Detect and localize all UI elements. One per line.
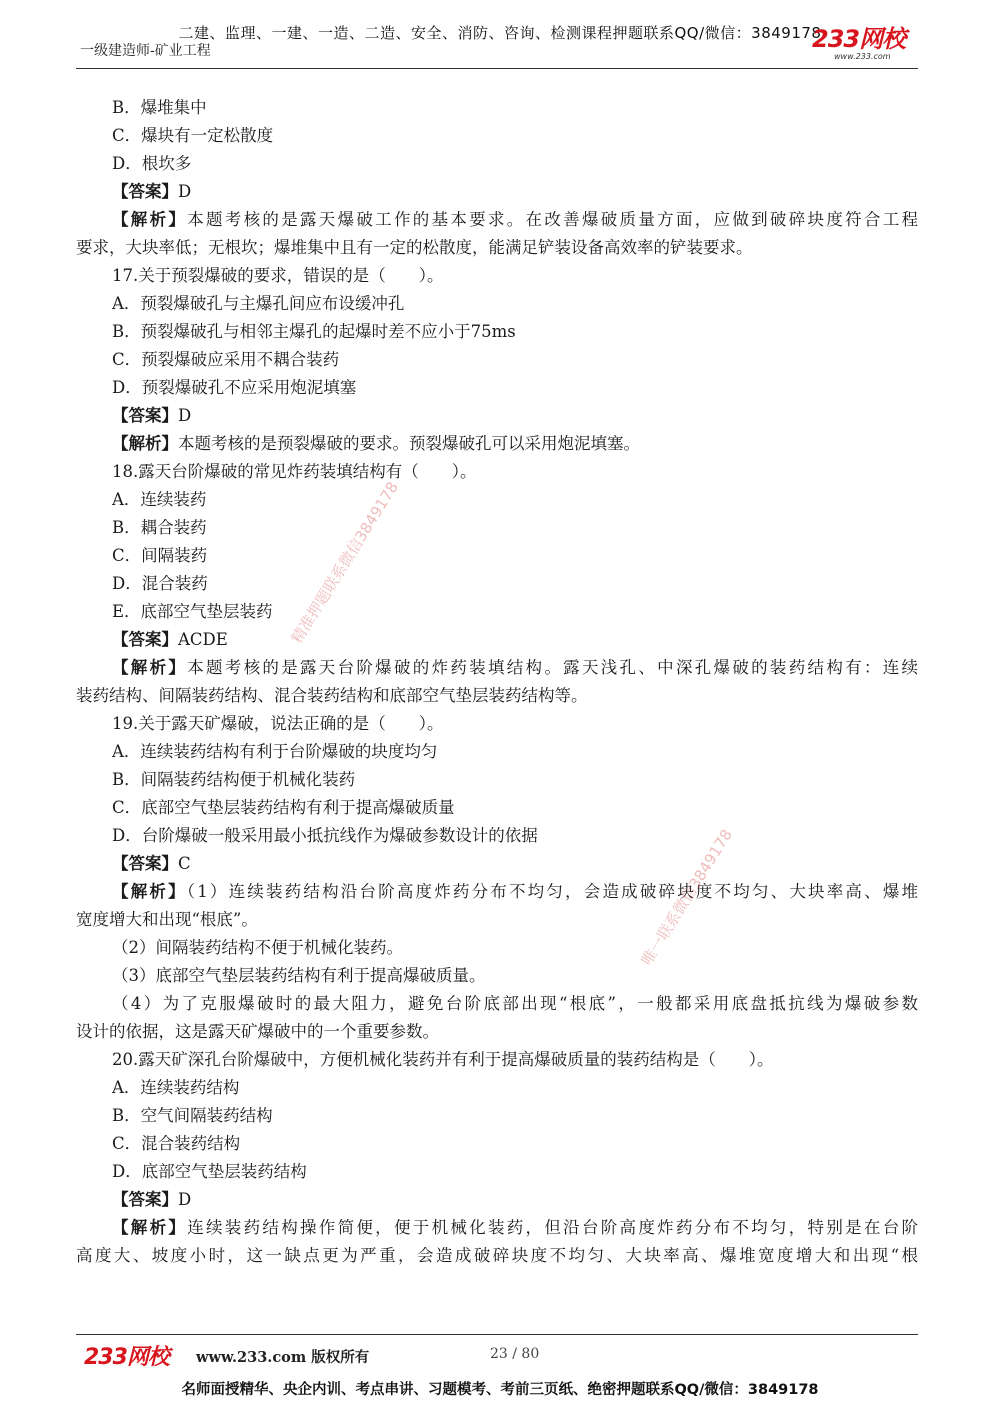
text-line [76, 514, 918, 542]
header-divider [76, 68, 918, 69]
line-text: （2）间隔装药结构不便于机械化装药。 [112, 938, 403, 957]
line-text: 17.关于预裂爆破的要求，错误的是（ ）。 [112, 266, 444, 285]
line-text: C．底部空气垫层装药结构有利于提高爆破质量 [112, 798, 455, 817]
line-label: 【答案】 [112, 1190, 178, 1209]
text-line [76, 1130, 918, 1158]
analysis-line [76, 206, 918, 234]
text-line [76, 570, 918, 598]
footer-copyright: www.233.com 版权所有 [196, 1349, 370, 1366]
line-text: 装药结构、间隔装药结构、混合装药结构和底部空气垫层装药结构等。 [76, 686, 588, 705]
line-text: D [178, 182, 192, 201]
text-line [76, 1074, 918, 1102]
text-line [76, 122, 918, 150]
text-line [76, 766, 918, 794]
line-text: A．连续装药 [112, 490, 207, 509]
line-text: B．空气间隔装药结构 [112, 1106, 273, 1125]
text-line [76, 234, 918, 262]
text-line [76, 738, 918, 766]
text-line [76, 1158, 918, 1186]
line-text: 18.露天台阶爆破的常见炸药装填结构有（ ）。 [112, 462, 477, 481]
line-text: C．预裂爆破应采用不耦合装药 [112, 350, 340, 369]
logo-text: 233网校 [812, 25, 906, 53]
line-label: 【答案】 [112, 630, 178, 649]
text-line [76, 1242, 918, 1270]
line-text: C．间隔装药 [112, 546, 208, 565]
line-text: C．混合装药结构 [112, 1134, 241, 1153]
line-label: 【解析】 [112, 434, 178, 453]
line-text: B．耦合装药 [112, 518, 207, 537]
line-text: D [178, 406, 192, 425]
text-line [76, 346, 918, 374]
line-text: 要求，大块率低；无根坎；爆堆集中且有一定的松散度，能满足铲装设备高效率的铲装要求。 [76, 238, 753, 257]
answer-line [76, 1186, 918, 1214]
text-line [76, 458, 918, 486]
analysis-line [76, 430, 918, 458]
answer-line [76, 178, 918, 206]
text-line [76, 262, 918, 290]
line-text: 19.关于露天矿爆破，说法正确的是（ ）。 [112, 714, 444, 733]
line-label: 【解析】 [112, 658, 188, 677]
line-text: B．预裂爆破孔与相邻主爆孔的起爆时差不应小于75ms [112, 322, 516, 341]
line-text: 20.露天矿深孔台阶爆破中，方便机械化装药并有利于提高爆破质量的装药结构是（ ）。 [112, 1050, 774, 1069]
answer-line [76, 402, 918, 430]
logo-url: www.233.com [834, 52, 891, 61]
text-line [76, 822, 918, 850]
document-subtitle: 一级建造师-矿业工程 [80, 43, 211, 59]
text-line [76, 906, 918, 934]
line-text: ACDE [178, 630, 228, 649]
line-text: E．底部空气垫层装药 [112, 602, 273, 621]
footer-divider [76, 1334, 918, 1335]
line-text: A．连续装药结构 [112, 1078, 240, 1097]
brand-logo-top [812, 26, 924, 66]
line-text: 本题考核的是露天爆破工作的基本要求。在改善爆破质量方面，应做到破碎块度符合工程 [187, 210, 919, 229]
line-label: 【答案】 [112, 854, 178, 873]
text-line [76, 486, 918, 514]
line-label: 【解析】 [112, 210, 188, 229]
text-line [76, 542, 918, 570]
page-content [76, 94, 918, 1270]
brand-logo-bottom: 233网校 [84, 1345, 169, 1370]
answer-line [76, 626, 918, 654]
text-line [76, 682, 918, 710]
line-text: （1）连续装药结构沿台阶高度炸药分布不均匀，会造成破碎块度不均匀、大块率高、爆堆 [186, 882, 919, 901]
line-label: 【答案】 [112, 406, 178, 425]
line-text: B．间隔装药结构便于机械化装药 [112, 770, 356, 789]
line-text: A．连续装药结构有利于台阶爆破的块度均匀 [112, 742, 438, 761]
analysis-line [76, 878, 918, 906]
watermark-2: 唯一联系微信3849178 [637, 826, 737, 969]
text-line [76, 794, 918, 822]
line-label: 【解析】 [112, 882, 187, 901]
text-line [76, 374, 918, 402]
text-line [76, 990, 918, 1018]
line-text: D．预裂爆破孔不应采用炮泥填塞 [112, 378, 357, 397]
line-text: A．预裂爆破孔与主爆孔间应布设缓冲孔 [112, 294, 405, 313]
text-line [76, 150, 918, 178]
line-text: 高度大、坡度小时，这一缺点更为严重，会造成破碎块度不均匀、大块率高、爆堆宽度增大和出现“根 [76, 1246, 918, 1265]
line-text: 本题考核的是预裂爆破的要求。预裂爆破孔可以采用炮泥填塞。 [178, 434, 640, 453]
text-line [76, 934, 918, 962]
line-text: 宽度增大和出现“根底”。 [76, 910, 258, 929]
watermark-1: 精准押题联系微信3849178 [287, 478, 402, 647]
line-text: 本题考核的是露天台阶爆破的炸药装填结构。露天浅孔、中深孔爆破的装药结构有：连续 [187, 658, 919, 677]
text-line [76, 1018, 918, 1046]
line-label: 【解析】 [112, 1218, 188, 1237]
answer-line [76, 850, 918, 878]
text-line [76, 962, 918, 990]
text-line [76, 290, 918, 318]
text-line [76, 94, 918, 122]
line-text: D．台阶爆破一般采用最小抵抗线作为爆破参数设计的依据 [112, 826, 538, 845]
line-text: 连续装药结构操作简便，便于机械化装药，但沿台阶高度炸药分布不均匀，特别是在台阶 [187, 1218, 919, 1237]
line-label: 【答案】 [112, 182, 178, 201]
header-banner: 二建、监理、一建、一造、二造、安全、消防、咨询、检测课程押题联系QQ/微信：3849178 [178, 24, 822, 42]
line-text: D．根坎多 [112, 154, 192, 173]
line-text: D．底部空气垫层装药结构 [112, 1162, 307, 1181]
line-text: （4）为了克服爆破时的最大阻力，避免台阶底部出现“根底”，一般都采用底盘抵抗线为爆破参数 [112, 994, 918, 1013]
line-text: （3）底部空气垫层装药结构有利于提高爆破质量。 [112, 966, 486, 985]
analysis-line [76, 1214, 918, 1242]
text-line [76, 598, 918, 626]
analysis-line [76, 654, 918, 682]
line-text: C．爆块有一定松散度 [112, 126, 274, 145]
text-line [76, 1046, 918, 1074]
text-line [76, 1102, 918, 1130]
footer-banner: 名师面授精华、央企内训、考点串讲、习题模考、考前三页纸、绝密押题联系QQ/微信：3849178 [181, 1382, 819, 1398]
text-line [76, 318, 918, 346]
page-number: 23 / 80 [490, 1346, 540, 1362]
text-line [76, 710, 918, 738]
line-text: B．爆堆集中 [112, 98, 207, 117]
line-text: C [178, 854, 191, 873]
line-text: D [178, 1190, 192, 1209]
line-text: 设计的依据，这是露天矿爆破中的一个重要参数。 [76, 1022, 439, 1041]
line-text: D．混合装药 [112, 574, 208, 593]
